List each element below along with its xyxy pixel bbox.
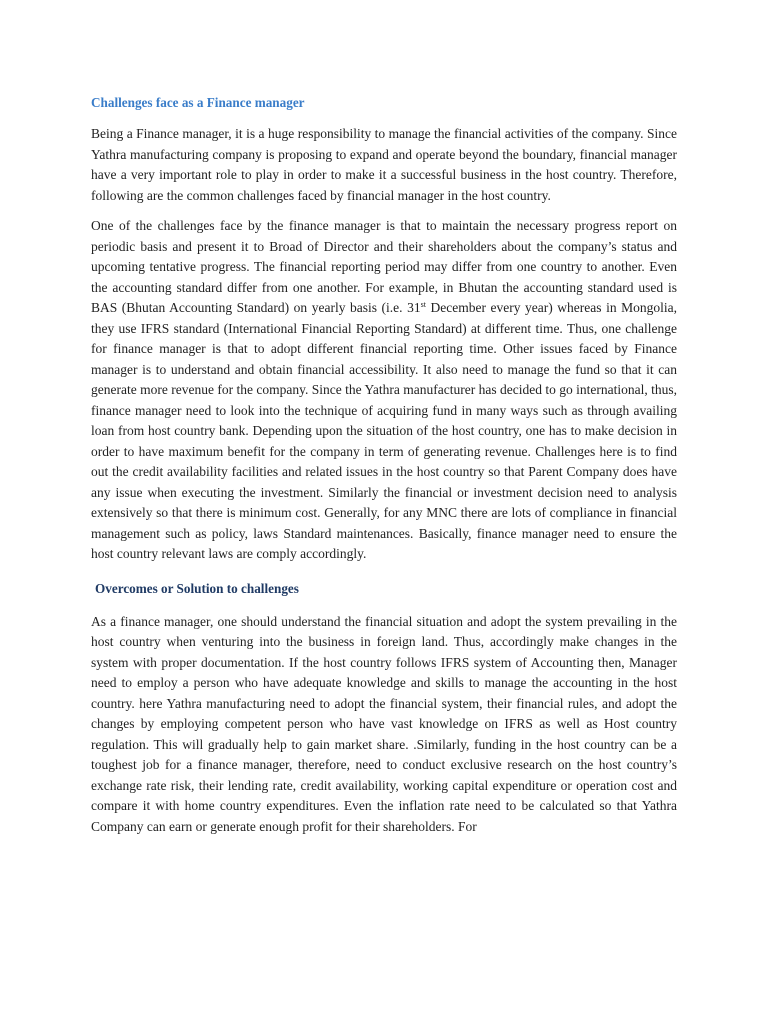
ordinal-superscript: st xyxy=(420,300,426,309)
paragraph-challenges-part1: One of the challenges face by the finance manager is that to maintain the necessary progress report on periodic basis and present it to Broad of Director and their shareholders about the company’s status and upcoming tentative progress. The financial reporting period may differ from one country to another. Even the accounting standard differ from one another. For example, in Bhutan the accounting standard used is BAS (Bhutan Accounting Standard) on yearly basis (i.e. 31 xyxy=(91,218,677,315)
heading-solutions: Overcomes or Solution to challenges xyxy=(95,580,299,596)
heading-challenges: Challenges face as a Finance manager xyxy=(91,95,305,110)
paragraph-solutions: As a finance manager, one should understand the financial situation and adopt the system prevailing in the host country when venturing into the business in foreign land. Thus, accordingly make changes in the system with proper documentation. If the host country follows IFRS system of Accounting then, Manager need to employ a person who have adequate knowledge and skills to manage the accounting in the host country. here Yathra manufacturing need to adopt the financial system, their financial rules, and adopt the changes by employing competent person who have vast knowledge on IFRS as well as Host country regulation. This will gradually help to gain market share. .Similarly, funding in the host country can be a toughest job for a finance manager, therefore, need to conduct exclusive research on the host country’s exchange rate risk, their lending rate, credit availability, working capital expenditure or operation cost and compare it with home country expenditures. Even the inflation rate need to be calculated so that Yathra Company can earn or generate enough profit for their shareholders. For xyxy=(91,613,677,834)
paragraph-challenges-part2: December every year) whereas in Mongolia, they use IFRS standard (International Financial Reporting Standard) at different time. Thus, one challenge for finance manager is that to adopt different financial reporting time. Other issues faced by Finance manager is to understand and obtain financial accessibility. It also need to manage the fund so that it can generate more revenue for the company. Since the Yathra manufacturer has decided to go international, thus, finance manager need to look into the technique of acquiring fund in many ways such as through availing loan from host country bank. Depending upon the situation of the host country, one has to make decision in order to have maximum benefit for the company in term of generating revenue. Challenges here is to find out the credit availability facilities and related issues in the host country so that Parent Company does have any issue when executing the investment. Similarly the financial or investment decision need to analysis extensively so that there is minimum cost. Generally, for any MNC there are lots of compliance in financial management such as policy, laws Standard maintenances. Basically, finance manager need to ensure the host country relevant laws are comply accordingly. xyxy=(91,300,677,561)
paragraph-challenges xyxy=(91,216,677,565)
paragraph-intro: Being a Finance manager, it is a huge responsibility to manage the financial activities of the company. Since Yathra manufacturing company is proposing to expand and operate beyond the boundary, financial manager have a very important role to play in order to make it a successful business in the host country. Therefore, following are the common challenges faced by financial manager in the host country. xyxy=(91,126,677,203)
